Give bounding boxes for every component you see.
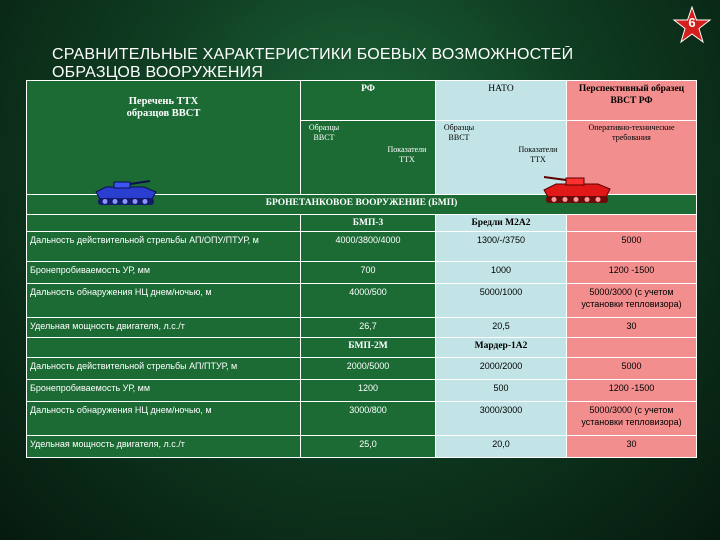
nato-value: 5000/1000 xyxy=(436,284,567,318)
header-rf-indicators: Показатели ТТХ xyxy=(387,145,427,164)
rf-value: 700 xyxy=(301,262,436,284)
header-requirements: Оперативно-технические требования xyxy=(567,121,697,195)
table-row xyxy=(27,318,697,338)
requirement-value: 1200 -1500 xyxy=(567,262,697,284)
table-row xyxy=(27,402,697,436)
rf-value: 26,7 xyxy=(301,318,436,338)
nato-value: 1000 xyxy=(436,262,567,284)
rf-value: 4000/500 xyxy=(301,284,436,318)
table-row xyxy=(27,284,697,318)
header-prospective: Перспективный образец ВВСТ РФ xyxy=(567,81,697,121)
header-rf-sub xyxy=(301,121,436,195)
nato-value: 1300/-/3750 xyxy=(436,232,567,262)
row-label: Бронепробиваемость УР, мм xyxy=(27,262,301,284)
row-label: Дальность действительной стрельбы АП/ПТУР, м xyxy=(27,358,301,380)
requirement-value: 5000 xyxy=(567,358,697,380)
header-list-label-1: Перечень ТТХ xyxy=(128,96,199,107)
table-row xyxy=(27,358,697,380)
group-rf-model: БМП-2М xyxy=(301,338,436,358)
header-nato-samples: Образцы ВВСТ xyxy=(443,123,475,142)
header-rf-samples: Образцы ВВСТ xyxy=(308,123,340,142)
section-title: БРОНЕТАНКОВОЕ ВООРУЖЕНИЕ (БМП) xyxy=(27,195,697,215)
rf-value: 2000/5000 xyxy=(301,358,436,380)
table-row xyxy=(27,262,697,284)
requirement-value: 5000/3000 (с учетом установки тепловизора) xyxy=(567,284,697,318)
group-rf-model: БМП-3 xyxy=(301,215,436,232)
row-label: Дальность обнаружения НЦ днем/ночью, м xyxy=(27,284,301,318)
nato-value: 3000/3000 xyxy=(436,402,567,436)
rf-value: 25,0 xyxy=(301,436,436,458)
table-row xyxy=(27,232,697,262)
header-nato-indicators: Показатели ТТХ xyxy=(518,145,558,164)
row-label: Дальность действительной стрельбы АП/ОПУ/ПТУР, м xyxy=(27,232,301,262)
slide-number-badge xyxy=(672,6,712,46)
slide-number: 6 xyxy=(688,15,696,30)
table-row xyxy=(27,436,697,458)
group-header-empty xyxy=(27,338,301,358)
rf-value: 1200 xyxy=(301,380,436,402)
requirement-value: 1200 -1500 xyxy=(567,380,697,402)
requirement-value: 5000 xyxy=(567,232,697,262)
nato-value: 500 xyxy=(436,380,567,402)
requirement-value: 5000/3000 (с учетом установки тепловизора) xyxy=(567,402,697,436)
requirement-value: 30 xyxy=(567,318,697,338)
header-ttx-list xyxy=(27,81,301,195)
row-label: Удельная мощность двигателя, л.с./т xyxy=(27,318,301,338)
ifv-red-icon xyxy=(540,174,616,206)
header-list-label-2: образцов ВВСТ xyxy=(126,108,201,119)
nato-value: 20,0 xyxy=(436,436,567,458)
rf-value: 3000/800 xyxy=(301,402,436,436)
group-req-empty xyxy=(567,215,697,232)
group-nato-model: Бредли М2А2 xyxy=(436,215,567,232)
nato-value: 20,5 xyxy=(436,318,567,338)
slide-title: СРАВНИТЕЛЬНЫЕ ХАРАКТЕРИСТИКИ БОЕВЫХ ВОЗМОЖНОСТЕЙ ОБРАЗЦОВ ВООРУЖЕНИЯ xyxy=(52,46,574,80)
group-req-empty xyxy=(567,338,697,358)
row-label: Дальность обнаружения НЦ днем/ночью, м xyxy=(27,402,301,436)
requirement-value: 30 xyxy=(567,436,697,458)
row-label: Удельная мощность двигателя, л.с./т xyxy=(27,436,301,458)
row-label: Бронепробиваемость УР, мм xyxy=(27,380,301,402)
table-row xyxy=(27,380,697,402)
comparison-table xyxy=(26,80,697,458)
rf-value: 4000/3800/4000 xyxy=(301,232,436,262)
group-header-empty xyxy=(27,215,301,232)
ifv-blue-icon xyxy=(92,178,162,208)
nato-value: 2000/2000 xyxy=(436,358,567,380)
header-nato: НАТО xyxy=(436,81,567,121)
group-nato-model: Мардер-1А2 xyxy=(436,338,567,358)
header-rf: РФ xyxy=(301,81,436,121)
